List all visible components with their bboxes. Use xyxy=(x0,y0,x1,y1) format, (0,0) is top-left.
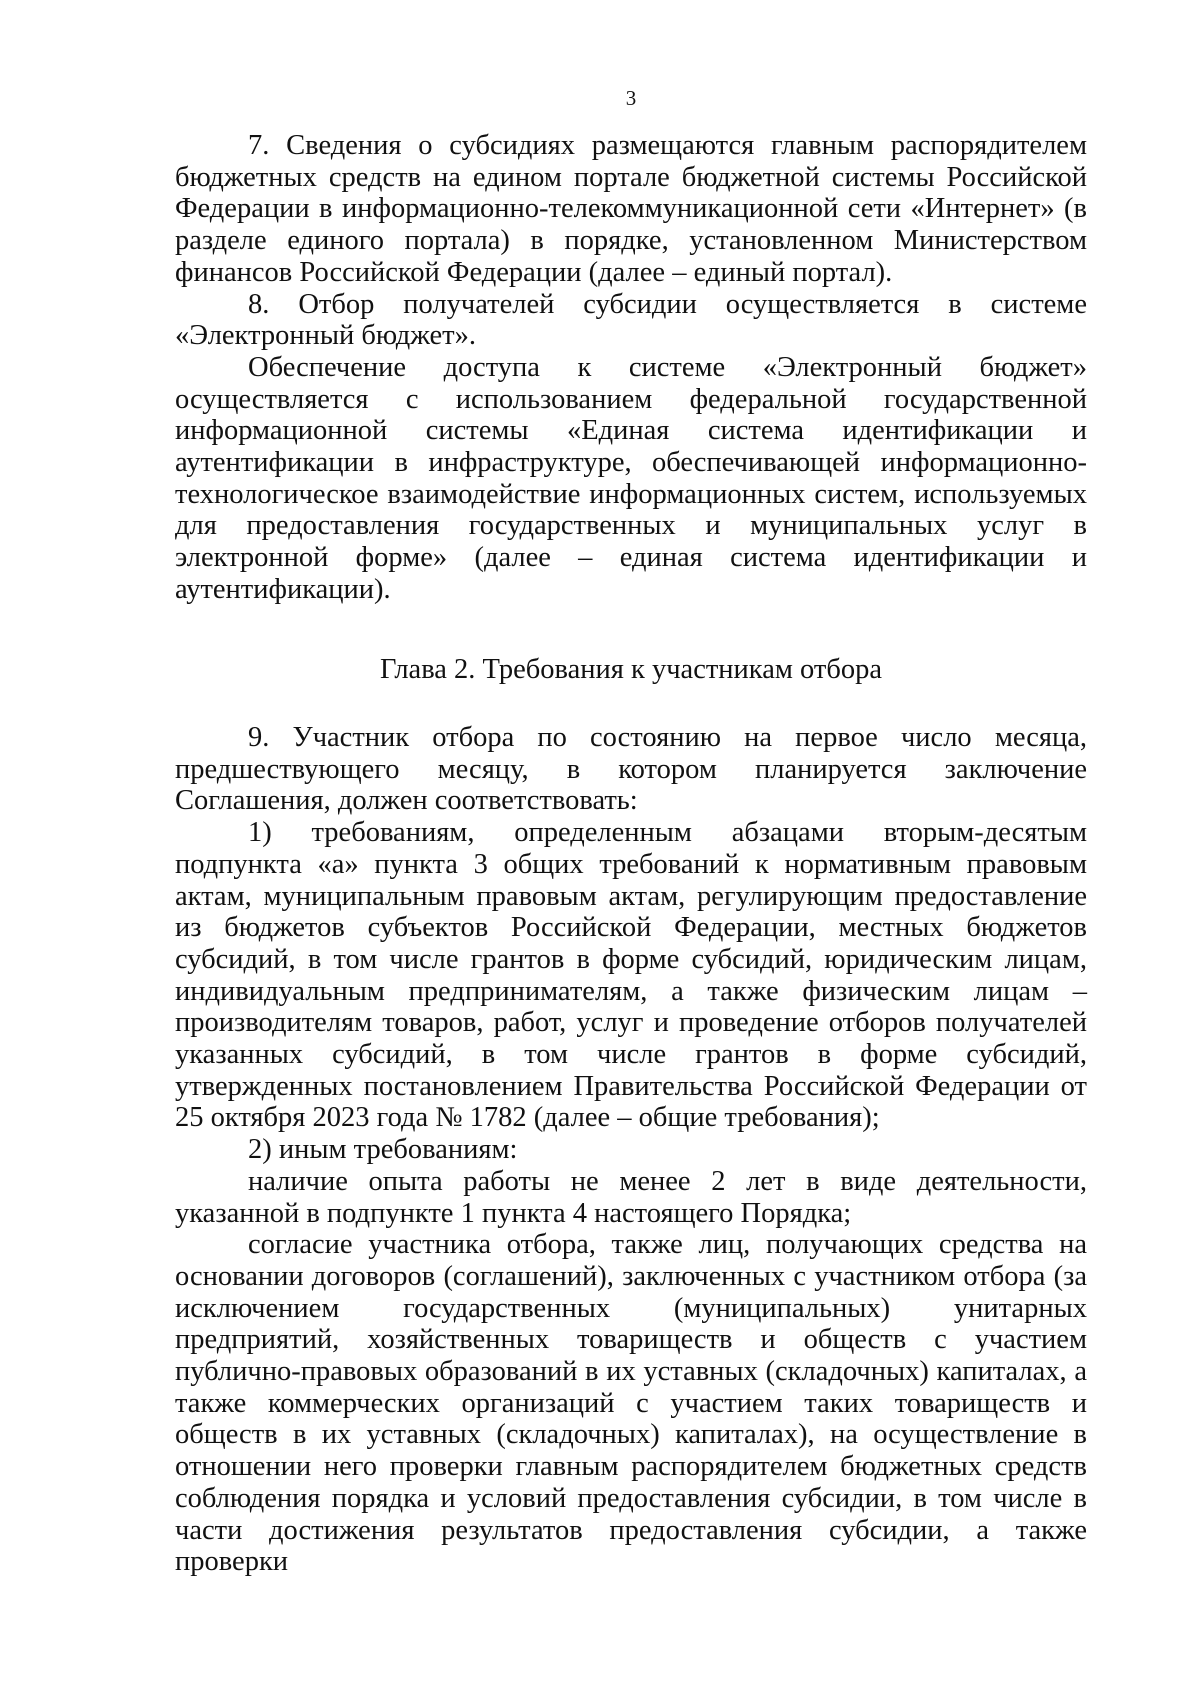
paragraph-9-consent: согласие участника отбора, также лиц, получающих средства на основании договоров (соглашений), заключенных с участником отбора (за исключением государственных (муниципальных) унитарных предприятий, хозяйственных товариществ и обществ с участием публично-правовых образований в их уставных (складочных) капиталах, а также коммерческих организаций с участием таких товариществ и обществ в их уставных (складочных) капиталах), на осуществление в отношении него проверки главным распорядителем бюджетных средств соблюдения порядка и условий предоставления субсидии, в том числе в части достижения результатов предоставления субсидии, а также проверки xyxy=(175,1229,1087,1578)
paragraph-9: 9. Участник отбора по состоянию на первое число месяца, предшествующего месяцу, в котором планируется заключение Соглашения, должен соответствовать: xyxy=(175,722,1087,817)
paragraph-9-item-1: 1) требованиям, определенным абзацами вторым-десятым подпункта «а» пункта 3 общих требований к нормативным правовым актам, муниципальным правовым актам, регулирующим предоставление из бюджетов субъектов Российской Федерации, местных бюджетов субсидий, в том числе грантов в форме субсидий, юридическим лицам, индивидуальным предпринимателям, а также физическим лицам – производителям товаров, работ, услуг и проведение отборов получателей указанных субсидий, в том числе грантов в форме субсидий, утвержденных постановлением Правительства Российской Федерации от 25 октября 2023 года № 1782 (далее – общие требования); xyxy=(175,817,1087,1134)
section-1-body xyxy=(175,130,1087,606)
paragraph-7: 7. Сведения о субсидиях размещаются главным распорядителем бюджетных средств на едином портале бюджетной системы Российской Федерации в информационно-телекоммуникационной сети «Интернет» (в разделе единого портала) в порядке, установленном Министерством финансов Российской Федерации (далее – единый портал). xyxy=(175,130,1087,288)
chapter-heading: Глава 2. Требования к участникам отбора xyxy=(379,654,883,685)
paragraph-8: 8. Отбор получателей субсидии осуществляется в системе «Электронный бюджет». xyxy=(175,288,1087,352)
paragraph-9-item-2: 2) иным требованиям: xyxy=(248,1134,518,1166)
paragraph-8-access: Обеспечение доступа к системе «Электронный бюджет» осуществляется с использованием федеральной государственной информационной системы «Единая система идентификации и аутентификации в инфраструктуре, обеспечивающей информационно-технологическое взаимодействие информационных систем, используемых для предоставления государственных и муниципальных услуг в электронной форме» (далее – единая система идентификации и аутентификации). xyxy=(175,351,1087,605)
section-2-body xyxy=(175,722,1087,1578)
page-number: 3 xyxy=(625,86,637,110)
paragraph-9-experience: наличие опыта работы не менее 2 лет в виде деятельности, указанной в подпункте 1 пункта 4 настоящего Порядка; xyxy=(175,1165,1087,1229)
